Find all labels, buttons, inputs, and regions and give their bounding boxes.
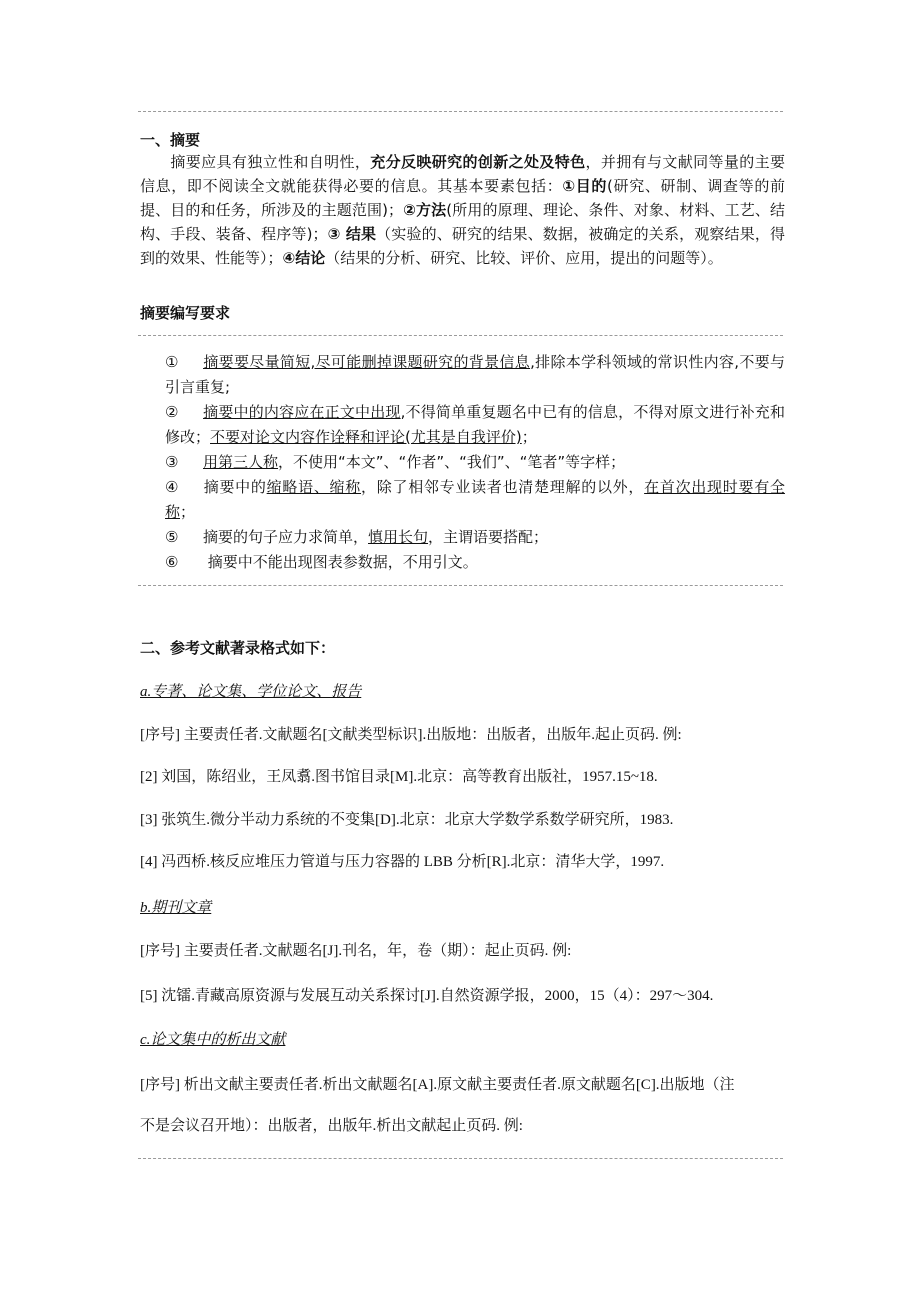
references-section (140, 0, 785, 1302)
section2-heading: 二、参考文献著录格式如下： (140, 639, 336, 657)
item-number: ⑥ (165, 553, 179, 571)
text-segment: ，除了相邻专业读者也清楚理解的以外， (361, 478, 645, 496)
item-number: ④ (165, 478, 179, 496)
text-segment: (所用的原理、理论、条件、对象、材料、工艺、结构、手段、装备、程序等)； (140, 201, 785, 243)
text-segment: 用第三人称 (203, 453, 279, 471)
text-segment: 慎用长句 (368, 528, 429, 546)
text-segment: 摘要要尽量简短,尽可能删掉课题研究的背景信息 (203, 353, 531, 371)
text-segment: ，不使用“本文”、“作者”、“我们”、“笔者”等字样； (278, 453, 626, 471)
item-number: ① (165, 353, 179, 371)
reference-example: [4] 冯西桥.核反应堆压力管道与压力容器的 LBB 分析[R].北京：清华大学，1997. (140, 854, 665, 870)
text-segment: ； (180, 503, 196, 521)
text-segment: （结果的分析、研究、比较、评价、应用，提出的问题等）。 (325, 249, 723, 267)
category-a-format: [序号] 主要责任者.文献题名[文献类型标识].出版地：出版者，出版年.起止页码. 例: (140, 727, 682, 743)
section1-heading: 一、摘要 (140, 131, 201, 149)
text-segment: ③ 结果 (327, 225, 377, 243)
text-segment: ,不得简单重复题名中已有的信息，不得对原文进行补充和修改； (165, 403, 785, 446)
text-segment: （实验的、研究的结果、数据，被确定的关系，观察结果，得到的效果、性能等）； (140, 225, 785, 267)
text-segment: ①目的 (562, 177, 608, 195)
text-segment: 不要对论文内容作诠释和评论(尤其是自我评价) (210, 428, 522, 446)
text-segment: 缩略语、缩称 (266, 478, 362, 496)
dashed-divider (138, 1158, 783, 1159)
item-number: ② (165, 403, 179, 421)
item-number: ③ (165, 453, 179, 471)
text-segment: 充分反映研究的创新之处及特色 (370, 153, 586, 171)
text-segment: ,排除本学科领域的常识性内容,不要与引言重复; (165, 353, 785, 396)
text-segment: ，主谓语要搭配； (428, 528, 549, 546)
text-segment: 摘要中的内容应在正文中出现 (203, 403, 401, 421)
reference-example: [2] 刘国，陈绍业，王凤翥.图书馆目录[M].北京：高等教育出版社，1957.15~18. (140, 769, 658, 785)
text-segment: ，并拥有与文献同等量的主要信息，即不阅读全文就能获得必要的信息。其基本要素包括： (140, 153, 785, 195)
category-c-format-cont: 不是会议召开地）：出版者，出版年.析出文献起止页码. 例: (140, 1118, 523, 1134)
text-segment: ； (521, 428, 537, 446)
text-segment: 摘要应具有独立性和自明性， (170, 153, 371, 171)
reference-example: [5] 沈镭.青藏高原资源与发展互动关系探讨[J].自然资源学报，2000，15（4）：297～304. (140, 988, 714, 1004)
text-segment: 摘要中的 (203, 478, 267, 496)
category-c-format: [序号] 析出文献主要责任者.析出文献题名[A].原文献主要责任者.原文献题名[C].出版地（注 (140, 1077, 735, 1093)
reference-example: [3] 张筑生.微分半动力系统的不变集[D].北京：北京大学数学系数学研究所，1983. (140, 812, 674, 828)
category-a-title: a.专著、论文集、学位论文、报告 (140, 684, 362, 700)
item-number: ⑤ (165, 528, 179, 546)
text-segment: 在首次出现时要有全称 (165, 478, 785, 521)
text-segment: (研究、研制、调查等的前提、目的和任务，所涉及的主题范围)； (140, 177, 785, 219)
text-segment: 摘要的句子应力求简单， (203, 528, 369, 546)
text-segment: 摘要中不能出现图表参数据，不用引文。 (203, 553, 478, 571)
requirements-subheading: 摘要编写要求 (140, 304, 231, 322)
category-c-title: c.论文集中的析出文献 (140, 1032, 286, 1048)
text-segment: ②方法 (402, 201, 447, 219)
category-b-format: [序号] 主要责任者.文献题名[J].刊名，年，卷（期）：起止页码. 例: (140, 943, 572, 959)
category-b-title: b.期刊文章 (140, 900, 212, 916)
text-segment: ④结论 (282, 249, 326, 267)
